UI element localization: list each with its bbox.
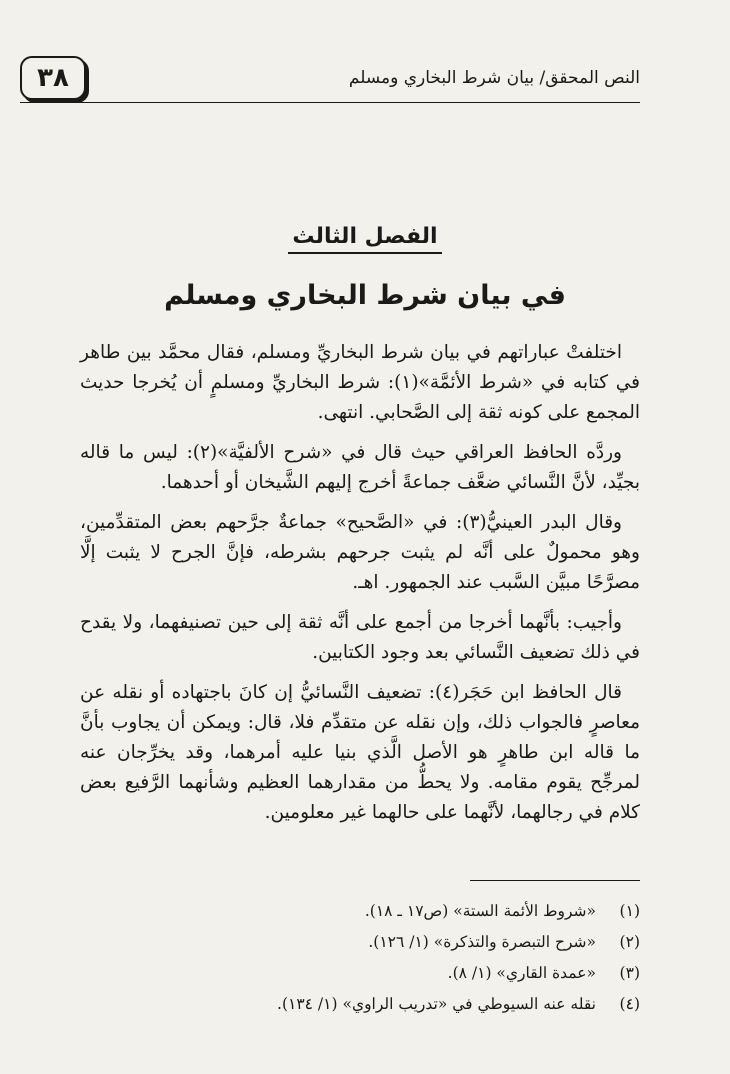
- footnotes: [80, 896, 640, 1020]
- paragraph: وأجيب: بأنَّهما أخرجا من أجمع على أنَّه ثقة إلى حين تصنيفهما، ولا يقدح في ذلك تضعيف النَّسائي بعد وجود الكتابين.: [80, 612, 640, 663]
- paragraph: وقال البدر العينيُّ(٣): في «الصَّحيح» جماعةٌ جرَّحهم بعض المتقدِّمين، وهو محمولٌ على أنَّه لم يثبت جرحهم بشرطه، فإنَّ الجرح لا يثبت إلَّا مصرَّحًا مبيَّن السَّبب عند الجمهور. اهـ.: [80, 512, 640, 593]
- body-text: [80, 338, 640, 838]
- footnote-number: (٣): [619, 964, 640, 982]
- footnote-rule: [470, 880, 640, 881]
- footnote-text: نقله عنه السيوطي في «تدريب الراوي» (١/ ١٣٤).: [277, 995, 596, 1013]
- footnote: [80, 989, 640, 1020]
- header-rule: [20, 102, 640, 103]
- chapter-title: في بيان شرط البخاري ومسلم: [164, 280, 566, 311]
- paragraph: وردَّه الحافظ العراقي حيث قال في «شرح الألفيَّة»(٢): ليس ما قاله بجيِّد، لأنَّ النَّسائي ضعَّف جماعةً أخرج إليهم الشَّيخان أو أحدهما.: [80, 442, 640, 493]
- footnote: [80, 958, 640, 989]
- running-title: النص المحقق/ بيان شرط البخاري ومسلم: [348, 68, 640, 88]
- paragraph: اختلفتْ عباراتهم في بيان شرط البخاريِّ ومسلم، فقال محمَّد بين طاهر في كتابه في «شرط الأئمَّة»(١): شرط البخاريِّ ومسلمٍ أن يُخرجا حديث المجمع على كونه ثقة إلى الصَّحابي. انتهى.: [80, 342, 640, 423]
- running-header: [20, 56, 640, 104]
- footnote: [80, 927, 640, 958]
- footnote: [80, 896, 640, 927]
- paragraph: قال الحافظ ابن حَجَر(٤): تضعيف النَّسائيُّ إن كانَ باجتهاده أو نقله عن معاصرٍ فالجواب ذلك، وإن نقله عن متقدِّم فلا، قال: ويمكن أن يجاوب بأنَّ ما قاله ابن طاهرٍ هو الأصل الَّذي بنيا عليه أمرهما، وقد يخرِّجان عنه لمرجِّح يقوم مقامه. ولا يحطُّ من مقدارهما العظيم وشأنهما الرَّفيع بعض كلام في رجالهما، لأنَّهما على حالهما غير معلومين.: [80, 682, 640, 823]
- chapter-label: [0, 224, 730, 249]
- footnote-text: «شرح التبصرة والتذكرة» (١/ ١٢٦).: [368, 933, 596, 951]
- footnote-number: (٢): [619, 933, 640, 951]
- footnote-text: «شروط الأئمة الستة» (ص١٧ ـ ١٨).: [364, 902, 596, 920]
- footnote-number: (١): [619, 902, 640, 920]
- footnote-number: (٤): [619, 995, 640, 1013]
- footnote-text: «عمدة القاري» (١/ ٨).: [447, 964, 596, 982]
- chapter-label-text: الفصل الثالث: [288, 224, 441, 254]
- page-number: ٣٨: [20, 56, 86, 100]
